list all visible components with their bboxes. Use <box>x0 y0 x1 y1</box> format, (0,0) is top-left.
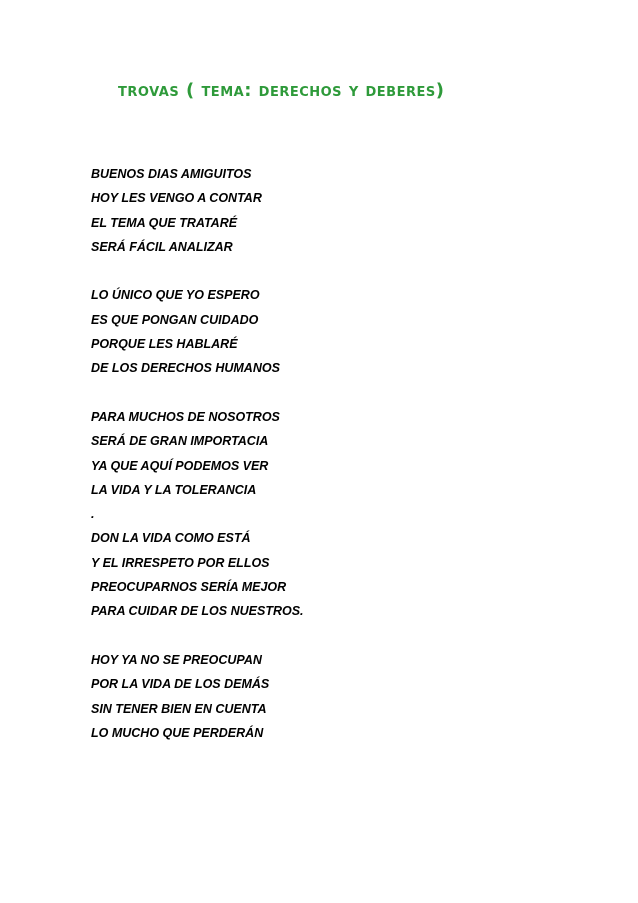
poem-line: PARA CUIDAR DE LOS NUESTROS. <box>91 604 304 619</box>
document-title: trovas ( tema: derechos y deberes) <box>118 80 445 101</box>
stanza-break <box>91 259 304 283</box>
poem-line: BUENOS DIAS AMIGUITOS <box>91 167 252 181</box>
poem-line: HOY YA NO SE PREOCUPAN <box>91 652 262 667</box>
poem-line: ES QUE PONGAN CUIDADO <box>91 312 259 327</box>
poem-line: LA VIDA Y LA TOLERANCIA <box>91 482 257 497</box>
poem-line: SERÁ FÁCIL ANALIZAR <box>91 239 233 254</box>
poem-line: . <box>91 507 95 522</box>
poem-line: LO MUCHO QUE PERDERÁN <box>91 725 264 740</box>
stanza-break <box>91 624 304 648</box>
poem-line: PARA MUCHOS DE NOSOTROS <box>91 409 280 424</box>
poem-body <box>91 162 304 745</box>
poem-line: SERÁ DE GRAN IMPORTACIA <box>91 434 269 449</box>
poem-line: Y EL IRRESPETO POR ELLOS <box>91 555 270 570</box>
poem-line: POR LA VIDA DE LOS DEMÁS <box>91 677 270 692</box>
poem-line: PREOCUPARNOS SERÍA MEJOR <box>91 580 287 595</box>
stanza-break <box>91 381 304 405</box>
poem-line: EL TEMA QUE TRATARÉ <box>91 215 238 230</box>
poem-line: SIN TENER BIEN EN CUENTA <box>91 701 267 716</box>
poem-line: YA QUE AQUÍ PODEMOS VER <box>91 458 269 473</box>
poem-line: DE LOS DERECHOS HUMANOS <box>91 361 280 376</box>
poem-line: HOY LES VENGO A CONTAR <box>91 191 262 206</box>
poem-line: PORQUE LES HABLARÉ <box>91 337 238 352</box>
poem-line: LO ÚNICO QUE YO ESPERO <box>91 288 260 303</box>
poem-line: DON LA VIDA COMO ESTÁ <box>91 531 251 546</box>
